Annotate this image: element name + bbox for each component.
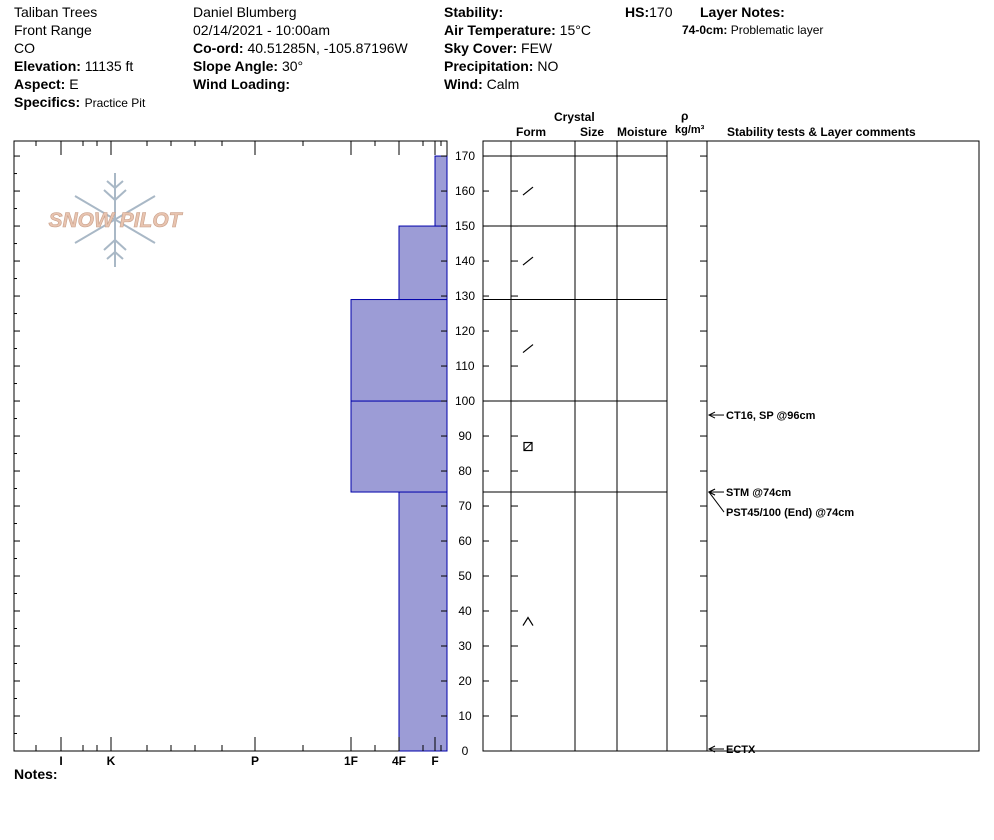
stability-test-leader (709, 492, 724, 512)
mountain-range: Front Range (14, 22, 92, 38)
sky-cover-value: FEW (521, 40, 553, 56)
coord-value: 40.51285N, -105.87196W (247, 40, 408, 56)
layer-note-range: 74-0cm: (682, 23, 728, 37)
aspect-value: E (69, 76, 79, 92)
height-tick-label: 70 (458, 499, 472, 514)
crystal-form-symbols (523, 187, 533, 625)
stability-test-label: ECTX (726, 744, 756, 756)
hardness-tick-label: K (106, 754, 116, 768)
hardness-bar (351, 300, 447, 401)
specifics-value: Practice Pit (84, 96, 146, 110)
crystal-header: Crystal (554, 110, 595, 124)
stability-test-label: STM @74cm (726, 487, 792, 500)
coord-label: Co-ord: (193, 40, 244, 56)
slope-label: Slope Angle: (193, 58, 279, 74)
height-tick-label: 50 (458, 569, 472, 584)
height-axis-labels (455, 149, 475, 758)
hardness-bar (399, 492, 447, 751)
layer-note-text: Problematic layer (730, 23, 824, 37)
wind-loading-label: Wind Loading: (193, 76, 291, 92)
height-tick-label: 80 (458, 464, 472, 479)
hardness-tick-label: P (250, 754, 260, 768)
hardness-bar (351, 401, 447, 492)
logo-text: SNOW PILOT (48, 209, 182, 232)
faceted-rounded-crystal-icon (524, 443, 532, 451)
hardness-tick-label: I (59, 754, 63, 768)
hardness-bar (399, 226, 447, 299)
decomposing-crystal-icon (523, 345, 533, 353)
hardness-tick-label: 1F (343, 754, 359, 768)
height-tick-label: 30 (458, 639, 472, 654)
density-unit-header: kg/m³ (675, 124, 705, 136)
height-tick-label: 120 (454, 324, 476, 339)
height-tick-label: 20 (458, 674, 472, 689)
height-tick-label: 130 (454, 289, 476, 304)
rho-header: ρ (681, 109, 689, 123)
precip-value: NO (537, 58, 559, 74)
observer-name: Daniel Blumberg (193, 4, 297, 20)
air-temp-label: Air Temperature: (444, 22, 556, 38)
moisture-header: Moisture (617, 125, 668, 139)
height-tick-label: 160 (454, 184, 476, 199)
decomposing-crystal-icon (523, 257, 533, 265)
depth-hoar-crystal-icon (523, 618, 533, 626)
hardness-tick-label: F (431, 754, 439, 768)
stability-label: Stability: (444, 4, 504, 20)
hs-label: HS: (625, 4, 650, 20)
notes-label: Notes: (14, 766, 58, 782)
elevation-label: Elevation: (14, 58, 81, 74)
elevation-value: 11135 ft (84, 58, 134, 74)
specifics-label: Specifics: (14, 94, 81, 110)
stability-test (709, 487, 791, 499)
layer-notes-label: Layer Notes: (700, 4, 785, 20)
stability-test-label: PST45/100 (End) @74cm (726, 507, 855, 520)
comments-header: Stability tests & Layer comments (727, 125, 916, 139)
location-name: Taliban Trees (14, 4, 98, 20)
precip-label: Precipitation: (444, 58, 534, 74)
height-tick-label: 10 (458, 709, 472, 724)
snowpilot-logo (49, 173, 184, 267)
air-temp-value: 15°C (559, 22, 591, 38)
decomposing-crystal-icon (523, 187, 533, 195)
stability-test-label: CT16, SP @96cm (726, 410, 816, 423)
height-tick-label: 140 (454, 254, 476, 269)
height-tick-label: 170 (454, 149, 476, 164)
sky-cover-label: Sky Cover: (444, 40, 518, 56)
size-header: Size (580, 125, 605, 139)
wind-label: Wind: (444, 76, 483, 92)
height-tick-label: 40 (458, 604, 472, 619)
hs-value: 170 (649, 4, 673, 20)
state: CO (14, 40, 35, 56)
stability-test (709, 744, 756, 756)
height-tick-label: 0 (461, 744, 469, 758)
height-tick-label: 150 (454, 219, 476, 234)
height-tick-label: 100 (454, 394, 476, 409)
slope-value: 30° (281, 58, 304, 74)
height-tick-label: 90 (458, 429, 472, 444)
wind-value: Calm (486, 76, 520, 92)
stability-test (709, 410, 816, 422)
height-tick-label: 60 (458, 534, 472, 549)
hardness-bars (351, 156, 447, 751)
form-header: Form (516, 125, 546, 139)
hardness-tick-label: 4F (391, 754, 407, 768)
height-tick-label: 110 (455, 359, 475, 374)
table-axis-ticks (483, 156, 707, 716)
square-diagonal (524, 443, 532, 451)
layer-table-frame (483, 141, 979, 751)
observation-datetime: 02/14/2021 - 10:00am (193, 22, 330, 38)
aspect-label: Aspect: (14, 76, 66, 92)
stability-test-annotations (709, 410, 854, 756)
